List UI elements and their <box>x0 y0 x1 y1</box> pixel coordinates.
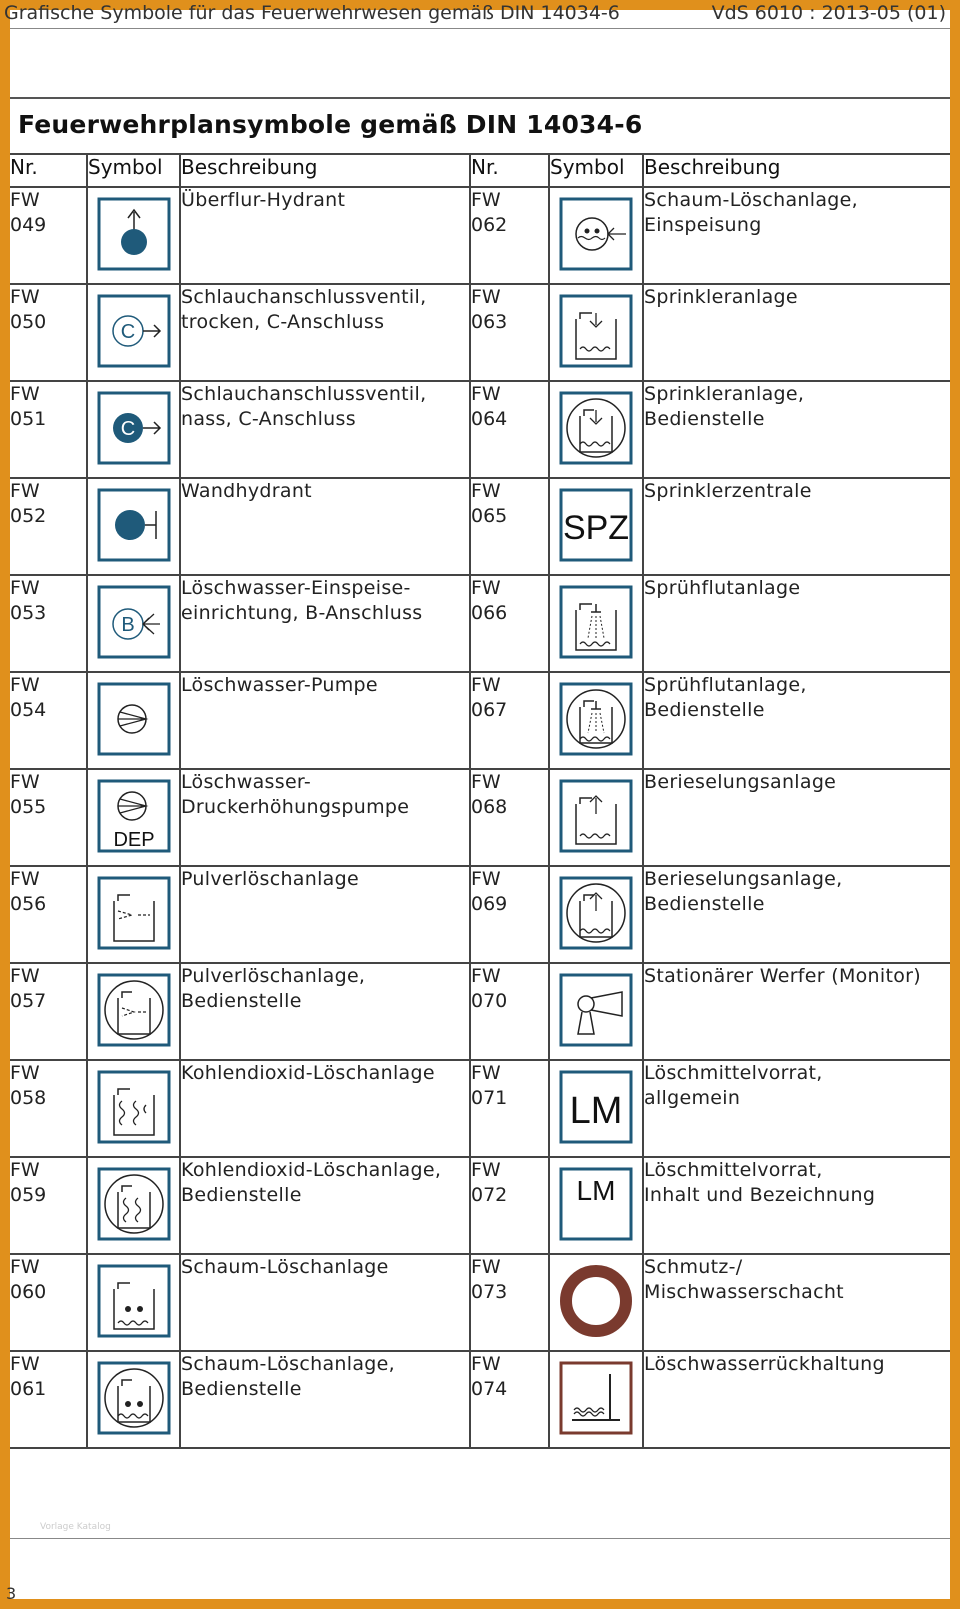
row-symbol-left <box>87 478 180 575</box>
row-nr-left: FW 053 <box>10 575 87 672</box>
row-symbol-left <box>87 187 180 284</box>
row-symbol-right <box>549 866 643 963</box>
row-nr-right: FW 072 <box>470 1157 549 1254</box>
svg-text: C <box>120 418 135 440</box>
row-nr-right: FW 064 <box>470 381 549 478</box>
pulverloeschanlage-bedienstelle-icon <box>96 972 172 1048</box>
row-desc-right: Löschwasserrückhaltung <box>643 1351 950 1448</box>
header-left-text: Grafische Symbole für das Feuerwehrwesen gemäß DIN 14034-6 <box>4 2 620 24</box>
row-desc-left: Schlauchanschlussventil, trocken, C-Anschluss <box>180 284 470 381</box>
row-desc-left: Kohlendioxid-Löschanlage, Bedienstelle <box>180 1157 470 1254</box>
loeschmittelvorrat-icon <box>558 1069 634 1145</box>
berieselungsanlage-icon <box>558 778 634 854</box>
row-nr-left: FW 055 <box>10 769 87 866</box>
document-page <box>4 2 950 1603</box>
co2-loeschanlage-bedienstelle-icon <box>96 1166 172 1242</box>
row-desc-right: Berieselungsanlage, Bedienstelle <box>643 866 950 963</box>
berieselungsanlage-bedienstelle-icon <box>558 875 634 951</box>
svg-text: LM <box>576 1175 616 1206</box>
row-desc-left: Löschwasser-Einspeise- einrichtung, B-Anschluss <box>180 575 470 672</box>
ueberflur-hydrant-icon <box>96 196 172 272</box>
svg-text: SPZ <box>562 509 630 547</box>
mischwasserschacht-icon <box>558 1263 634 1339</box>
row-symbol-right <box>549 284 643 381</box>
row-symbol-left <box>87 575 180 672</box>
col-header-symbol-2: Symbol <box>549 154 643 187</box>
table-row <box>10 769 950 866</box>
loeschmittelvorrat-inhalt-icon <box>558 1166 634 1242</box>
row-nr-right: FW 074 <box>470 1351 549 1448</box>
werfer-monitor-icon <box>558 972 634 1048</box>
row-nr-right: FW 065 <box>470 478 549 575</box>
header-divider <box>10 28 950 29</box>
row-symbol-left <box>87 963 180 1060</box>
row-symbol-right <box>549 187 643 284</box>
table-row <box>10 284 950 381</box>
row-desc-right: Schaum-Löschanlage, Einspeisung <box>643 187 950 284</box>
row-desc-left: Schlauchanschlussventil, nass, C-Anschluss <box>180 381 470 478</box>
row-desc-right: Schmutz-/ Mischwasserschacht <box>643 1254 950 1351</box>
running-header <box>4 2 950 30</box>
row-nr-right: FW 067 <box>470 672 549 769</box>
row-symbol-right <box>549 963 643 1060</box>
page-corner-mark: 3 <box>6 1584 17 1603</box>
schaum-loeschanlage-icon <box>96 1263 172 1339</box>
row-nr-left: FW 060 <box>10 1254 87 1351</box>
table-row <box>10 963 950 1060</box>
row-symbol-right <box>549 575 643 672</box>
table-row <box>10 1254 950 1351</box>
col-header-beschreibung: Beschreibung <box>180 154 470 187</box>
spruehflutanlage-icon <box>558 584 634 660</box>
row-nr-left: FW 059 <box>10 1157 87 1254</box>
row-desc-right: Sprinkleranlage <box>643 284 950 381</box>
table-row <box>10 381 950 478</box>
row-nr-left: FW 050 <box>10 284 87 381</box>
title-divider <box>10 97 950 99</box>
row-desc-left: Löschwasser-Pumpe <box>180 672 470 769</box>
row-symbol-left <box>87 1254 180 1351</box>
sprinklerzentrale-icon <box>558 487 634 563</box>
row-desc-left: Kohlendioxid-Löschanlage <box>180 1060 470 1157</box>
row-symbol-right <box>549 1060 643 1157</box>
row-symbol-right <box>549 381 643 478</box>
row-nr-left: FW 051 <box>10 381 87 478</box>
row-desc-right: Löschmittelvorrat, Inhalt und Bezeichnung <box>643 1157 950 1254</box>
table-row <box>10 866 950 963</box>
spruehflutanlage-bedienstelle-icon <box>558 681 634 757</box>
row-nr-right: FW 070 <box>470 963 549 1060</box>
schaum-loeschanlage-bedienstelle-icon <box>96 1360 172 1436</box>
schaum-einspeisung-icon <box>558 196 634 272</box>
svg-text: LM <box>569 1090 623 1132</box>
row-nr-right: FW 068 <box>470 769 549 866</box>
table-row <box>10 478 950 575</box>
row-desc-left: Pulverlöschanlage, Bedienstelle <box>180 963 470 1060</box>
wandhydrant-icon <box>96 487 172 563</box>
row-desc-left: Löschwasser- Druckerhöhungspumpe <box>180 769 470 866</box>
sprinkleranlage-icon <box>558 293 634 369</box>
table-row <box>10 672 950 769</box>
pulverloeschanlage-icon <box>96 875 172 951</box>
row-nr-left: FW 056 <box>10 866 87 963</box>
row-symbol-left <box>87 381 180 478</box>
row-desc-right: Sprühflutanlage <box>643 575 950 672</box>
row-nr-right: FW 069 <box>470 866 549 963</box>
table-row <box>10 575 950 672</box>
row-symbol-right <box>549 672 643 769</box>
loeschwasserrueckhaltung-icon <box>558 1360 634 1436</box>
col-header-nr-2: Nr. <box>470 154 549 187</box>
row-desc-right: Sprühflutanlage, Bedienstelle <box>643 672 950 769</box>
table-row <box>10 1157 950 1254</box>
footer-divider <box>10 1538 950 1539</box>
row-desc-left: Überflur-Hydrant <box>180 187 470 284</box>
table-row <box>10 187 950 284</box>
row-desc-left: Schaum-Löschanlage <box>180 1254 470 1351</box>
row-desc-right: Sprinklerzentrale <box>643 478 950 575</box>
col-header-nr: Nr. <box>10 154 87 187</box>
row-symbol-right <box>549 478 643 575</box>
svg-text: B <box>120 614 135 636</box>
row-nr-right: FW 066 <box>470 575 549 672</box>
loeschwasser-pumpe-icon <box>96 681 172 757</box>
table-row <box>10 1351 950 1448</box>
row-symbol-right <box>549 1157 643 1254</box>
row-desc-left: Schaum-Löschanlage, Bedienstelle <box>180 1351 470 1448</box>
schlauchanschluss-trocken-icon <box>96 293 172 369</box>
row-symbol-left <box>87 1060 180 1157</box>
row-nr-left: FW 061 <box>10 1351 87 1448</box>
row-desc-right: Berieselungsanlage <box>643 769 950 866</box>
svg-text: C <box>120 321 135 343</box>
row-nr-right: FW 071 <box>470 1060 549 1157</box>
row-desc-left: Wandhydrant <box>180 478 470 575</box>
row-nr-left: FW 054 <box>10 672 87 769</box>
row-desc-right: Stationärer Werfer (Monitor) <box>643 963 950 1060</box>
svg-text: DEP <box>112 829 155 851</box>
row-nr-left: FW 049 <box>10 187 87 284</box>
row-nr-right: FW 073 <box>470 1254 549 1351</box>
row-symbol-left <box>87 284 180 381</box>
row-desc-right: Löschmittelvorrat, allgemein <box>643 1060 950 1157</box>
druckerhoehungspumpe-icon <box>96 778 172 854</box>
symbol-table <box>10 153 950 1449</box>
schlauchanschluss-nass-icon <box>96 390 172 466</box>
table-header-row <box>10 154 950 187</box>
row-nr-right: FW 063 <box>470 284 549 381</box>
row-symbol-right <box>549 769 643 866</box>
row-nr-left: FW 057 <box>10 963 87 1060</box>
row-symbol-right <box>549 1254 643 1351</box>
col-header-symbol: Symbol <box>87 154 180 187</box>
row-nr-left: FW 058 <box>10 1060 87 1157</box>
row-symbol-right <box>549 1351 643 1448</box>
row-nr-left: FW 052 <box>10 478 87 575</box>
row-nr-right: FW 062 <box>470 187 549 284</box>
table-row <box>10 1060 950 1157</box>
einspeiseeinrichtung-icon <box>96 584 172 660</box>
row-desc-right: Sprinkleranlage, Bedienstelle <box>643 381 950 478</box>
header-right-text: VdS 6010 : 2013-05 (01) <box>711 2 946 24</box>
row-symbol-left <box>87 1351 180 1448</box>
col-header-beschreibung-2: Beschreibung <box>643 154 950 187</box>
watermark: Vorlage Katalog <box>40 1522 111 1532</box>
row-symbol-left <box>87 672 180 769</box>
page-title: Feuerwehrplansymbole gemäß DIN 14034-6 <box>18 110 643 139</box>
row-symbol-left <box>87 769 180 866</box>
co2-loeschanlage-icon <box>96 1069 172 1145</box>
row-desc-left: Pulverlöschanlage <box>180 866 470 963</box>
row-symbol-left <box>87 866 180 963</box>
sprinkleranlage-bedienstelle-icon <box>558 390 634 466</box>
row-symbol-left <box>87 1157 180 1254</box>
